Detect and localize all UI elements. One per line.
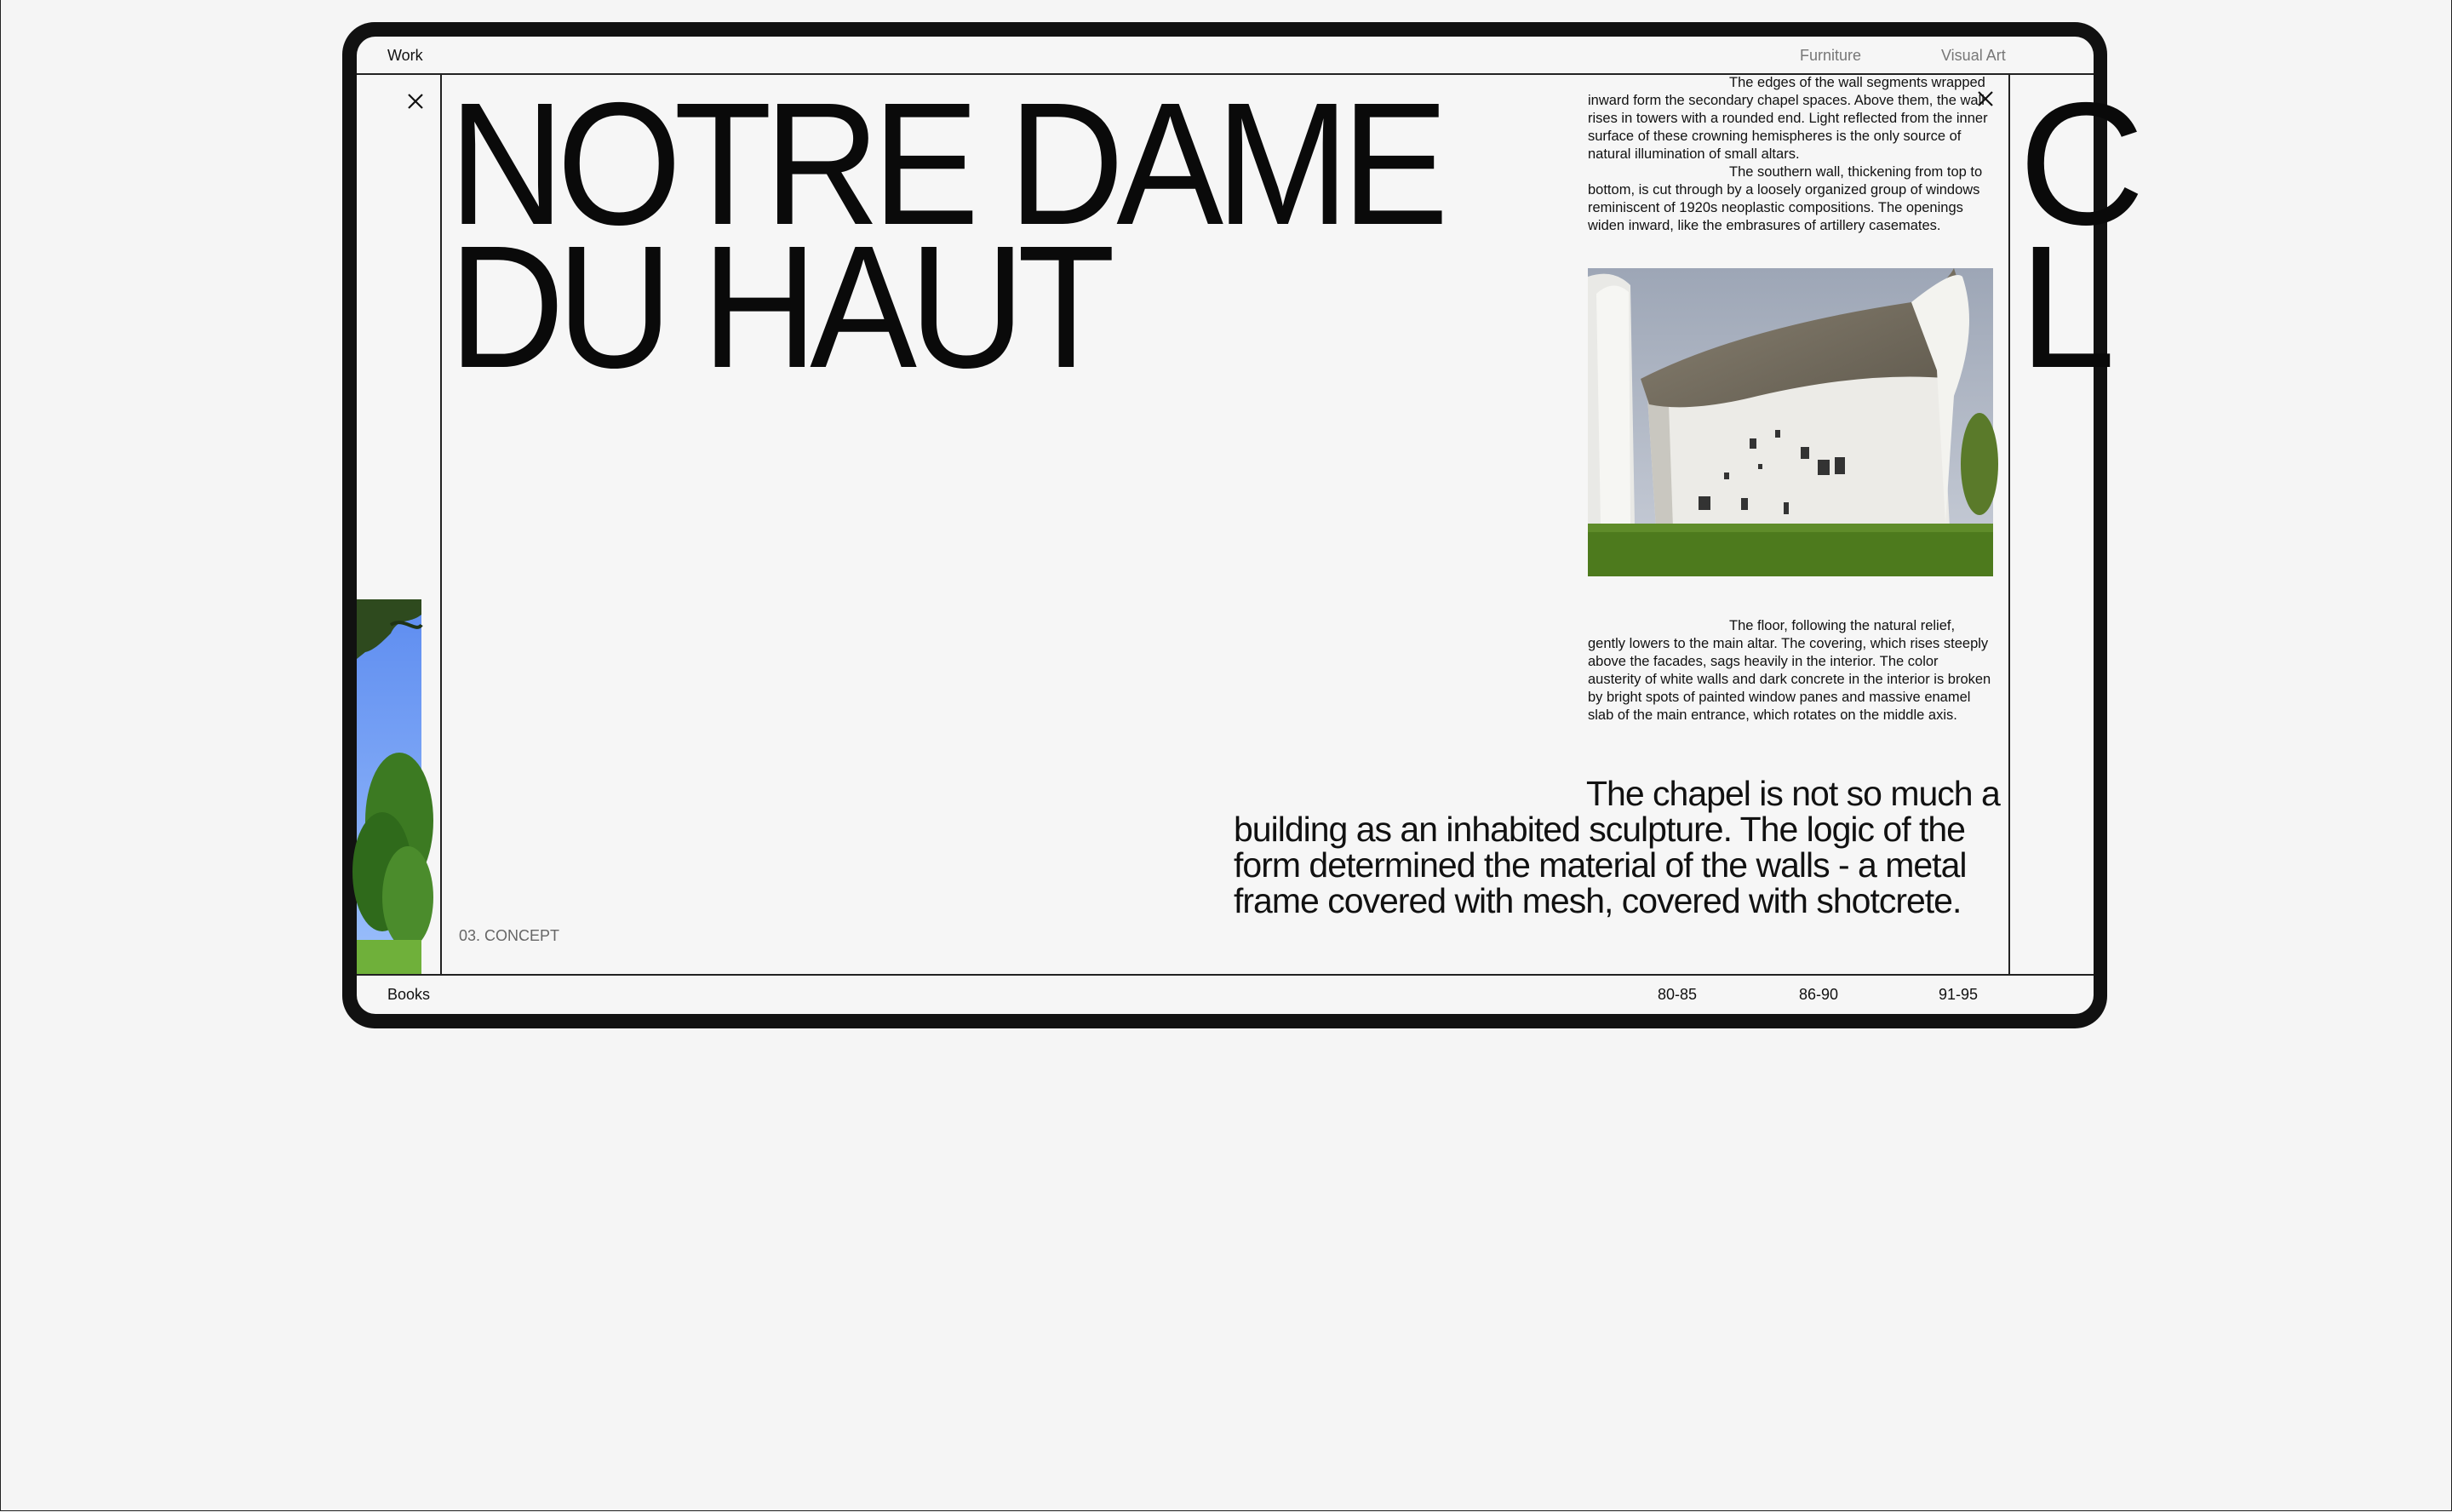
paragraph-2-text: The southern wall, thickening from top to bottom, is cut through by a loosely organized group of windows reminiscent of 1920s neoplastic compositions. The openings widen inward, like the embrasures of artillery casemates. (1588, 164, 1983, 233)
nav-books[interactable]: Books (387, 986, 431, 1003)
description-paragraph-1 (1588, 74, 1995, 235)
bottom-nav (357, 974, 2094, 1014)
project-title-line2: DU HAUT (449, 209, 1108, 404)
project-title (449, 66, 1441, 404)
nav-period-91-95[interactable]: 91-95 (1939, 986, 1979, 1003)
nav-period-86-90[interactable]: 86-90 (1799, 986, 1839, 1003)
next-project-title-line2: L (2019, 209, 2108, 404)
section-label: 03. CONCEPT (459, 927, 560, 944)
project-title-line1: NOTRE DAME (449, 66, 1441, 261)
screen (357, 37, 2137, 1014)
nav-period-80-85[interactable]: 80-85 (1658, 986, 1698, 1003)
pull-quote-text: The chapel is not so much a building as an inhabited sculpture. The logic of the form determined the material of the walls - a metal frame covered with mesh, covered with shotcrete. (1234, 774, 2000, 920)
paragraph-1-text: The edges of the wall segments wrapped inward form the secondary chapel spaces. Above them, the wall rises in towers with a rounded end. Light reflected from the inner surface of these crowning hemispheres is the only source of natural illumination of small altars. (1588, 75, 1988, 162)
next-project-title-line1: C (2019, 66, 2137, 261)
pull-quote (1234, 776, 2000, 919)
right-panel (2008, 66, 2137, 976)
left-panel (357, 75, 442, 976)
close-icon[interactable] (404, 90, 427, 112)
previous-project-photo[interactable] (357, 599, 421, 976)
chapel-photo (1588, 268, 1993, 576)
description-paragraph-2 (1588, 617, 1995, 724)
nav-visual-art[interactable]: Visual Art (1941, 47, 2006, 64)
paragraph-3-text: The floor, following the natural relief, gently lowers to the main altar. The covering, which rises steeply above the facades, sags heavily in the interior. The color austerity of white walls and dark concrete in the interior is broken by bright spots of painted window panes and massive enamel slab of the main entrance, which rotates on the middle axis. (1588, 618, 1991, 723)
nav-furniture[interactable]: Furniture (1800, 47, 1862, 64)
next-project-title[interactable] (2019, 66, 2137, 404)
nav-work[interactable]: Work (387, 47, 423, 64)
